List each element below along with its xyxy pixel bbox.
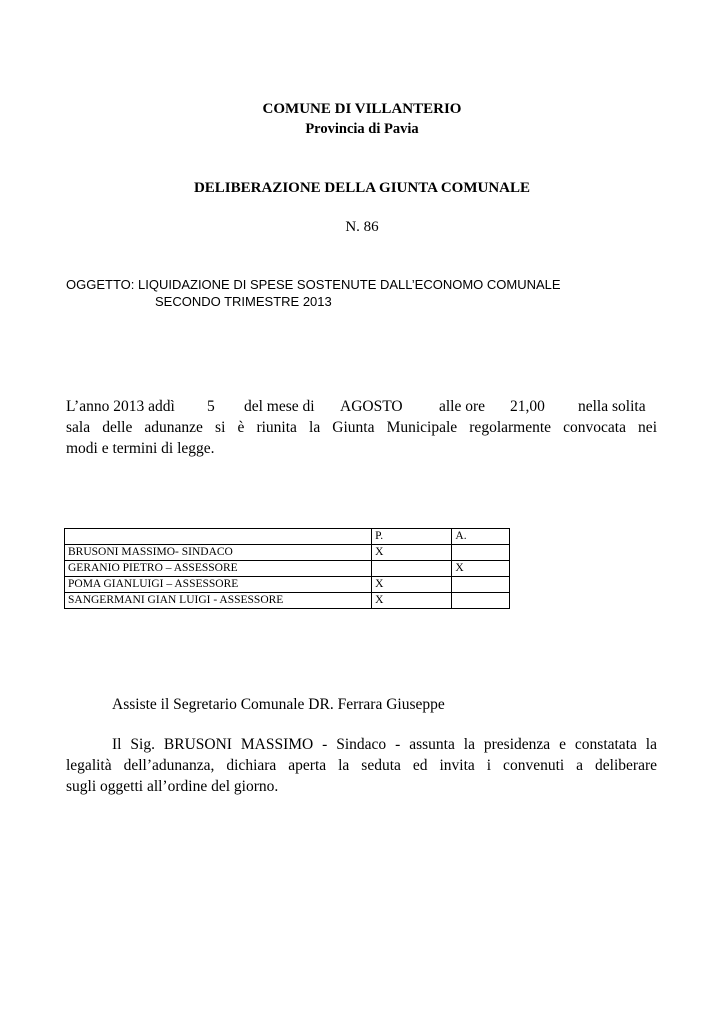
intro-mese: AGOSTO (340, 398, 403, 415)
presidenza-line-2: legalità dell’adunanza, dichiara aperta la seduta ed invita i convenuti a deliberare (66, 757, 657, 774)
header-cell-assente: A. (452, 529, 510, 545)
presidenza-line-1: Il Sig. BRUSONI MASSIMO - Sindaco - assunta la presidenza e constatata la (112, 736, 657, 753)
member-presente: X (372, 577, 452, 593)
deliberazione-title: DELIBERAZIONE DELLA GIUNTA COMUNALE (193, 180, 531, 196)
member-name: BRUSONI MASSIMO- SINDACO (65, 545, 372, 561)
member-assente (452, 593, 510, 609)
oggetto-line-1: OGGETTO: LIQUIDAZIONE DI SPESE SOSTENUTE DALL’ECONOMO COMUNALE (66, 277, 561, 292)
intro-line-3: modi e termini di legge. (66, 440, 215, 457)
member-presente: X (372, 545, 452, 561)
table-header-row (65, 529, 510, 545)
member-assente (452, 577, 510, 593)
member-name: SANGERMANI GIAN LUIGI - ASSESSORE (65, 593, 372, 609)
intro-line-1 (66, 396, 657, 417)
presidenza-line-3: sugli oggetti all’ordine del giorno. (66, 778, 279, 795)
table-row (65, 593, 510, 609)
oggetto-line-2: SECONDO TRIMESTRE 2013 (155, 294, 332, 309)
member-name: POMA GIANLUIGI – ASSESSORE (65, 577, 372, 593)
assiste-segretario: Assiste il Segretario Comunale DR. Ferrara Giuseppe (112, 696, 445, 713)
intro-mese-label: del mese di (244, 398, 315, 415)
attendance-table (64, 528, 510, 609)
member-assente (452, 545, 510, 561)
member-presente: X (372, 593, 452, 609)
provincia-subtitle: Provincia di Pavia (305, 121, 419, 137)
numero-delibera: N. 86 (345, 219, 379, 235)
intro-anno: L’anno 2013 addì (66, 398, 175, 415)
table-row (65, 561, 510, 577)
table-row (65, 577, 510, 593)
member-name: GERANIO PIETRO – ASSESSORE (65, 561, 372, 577)
member-assente: X (452, 561, 510, 577)
intro-ore: 21,00 (510, 398, 545, 415)
table-row (65, 545, 510, 561)
header-cell-presente: P. (372, 529, 452, 545)
member-presente (372, 561, 452, 577)
intro-solita: nella solita (578, 398, 646, 415)
intro-ore-label: alle ore (439, 398, 486, 415)
comune-title: COMUNE DI VILLANTERIO (262, 101, 462, 117)
intro-line-2: sala delle adunanze si è riunita la Giunta Municipale regolarmente convocata nei (66, 419, 657, 436)
intro-giorno: 5 (207, 398, 215, 415)
header-cell-name (65, 529, 372, 545)
